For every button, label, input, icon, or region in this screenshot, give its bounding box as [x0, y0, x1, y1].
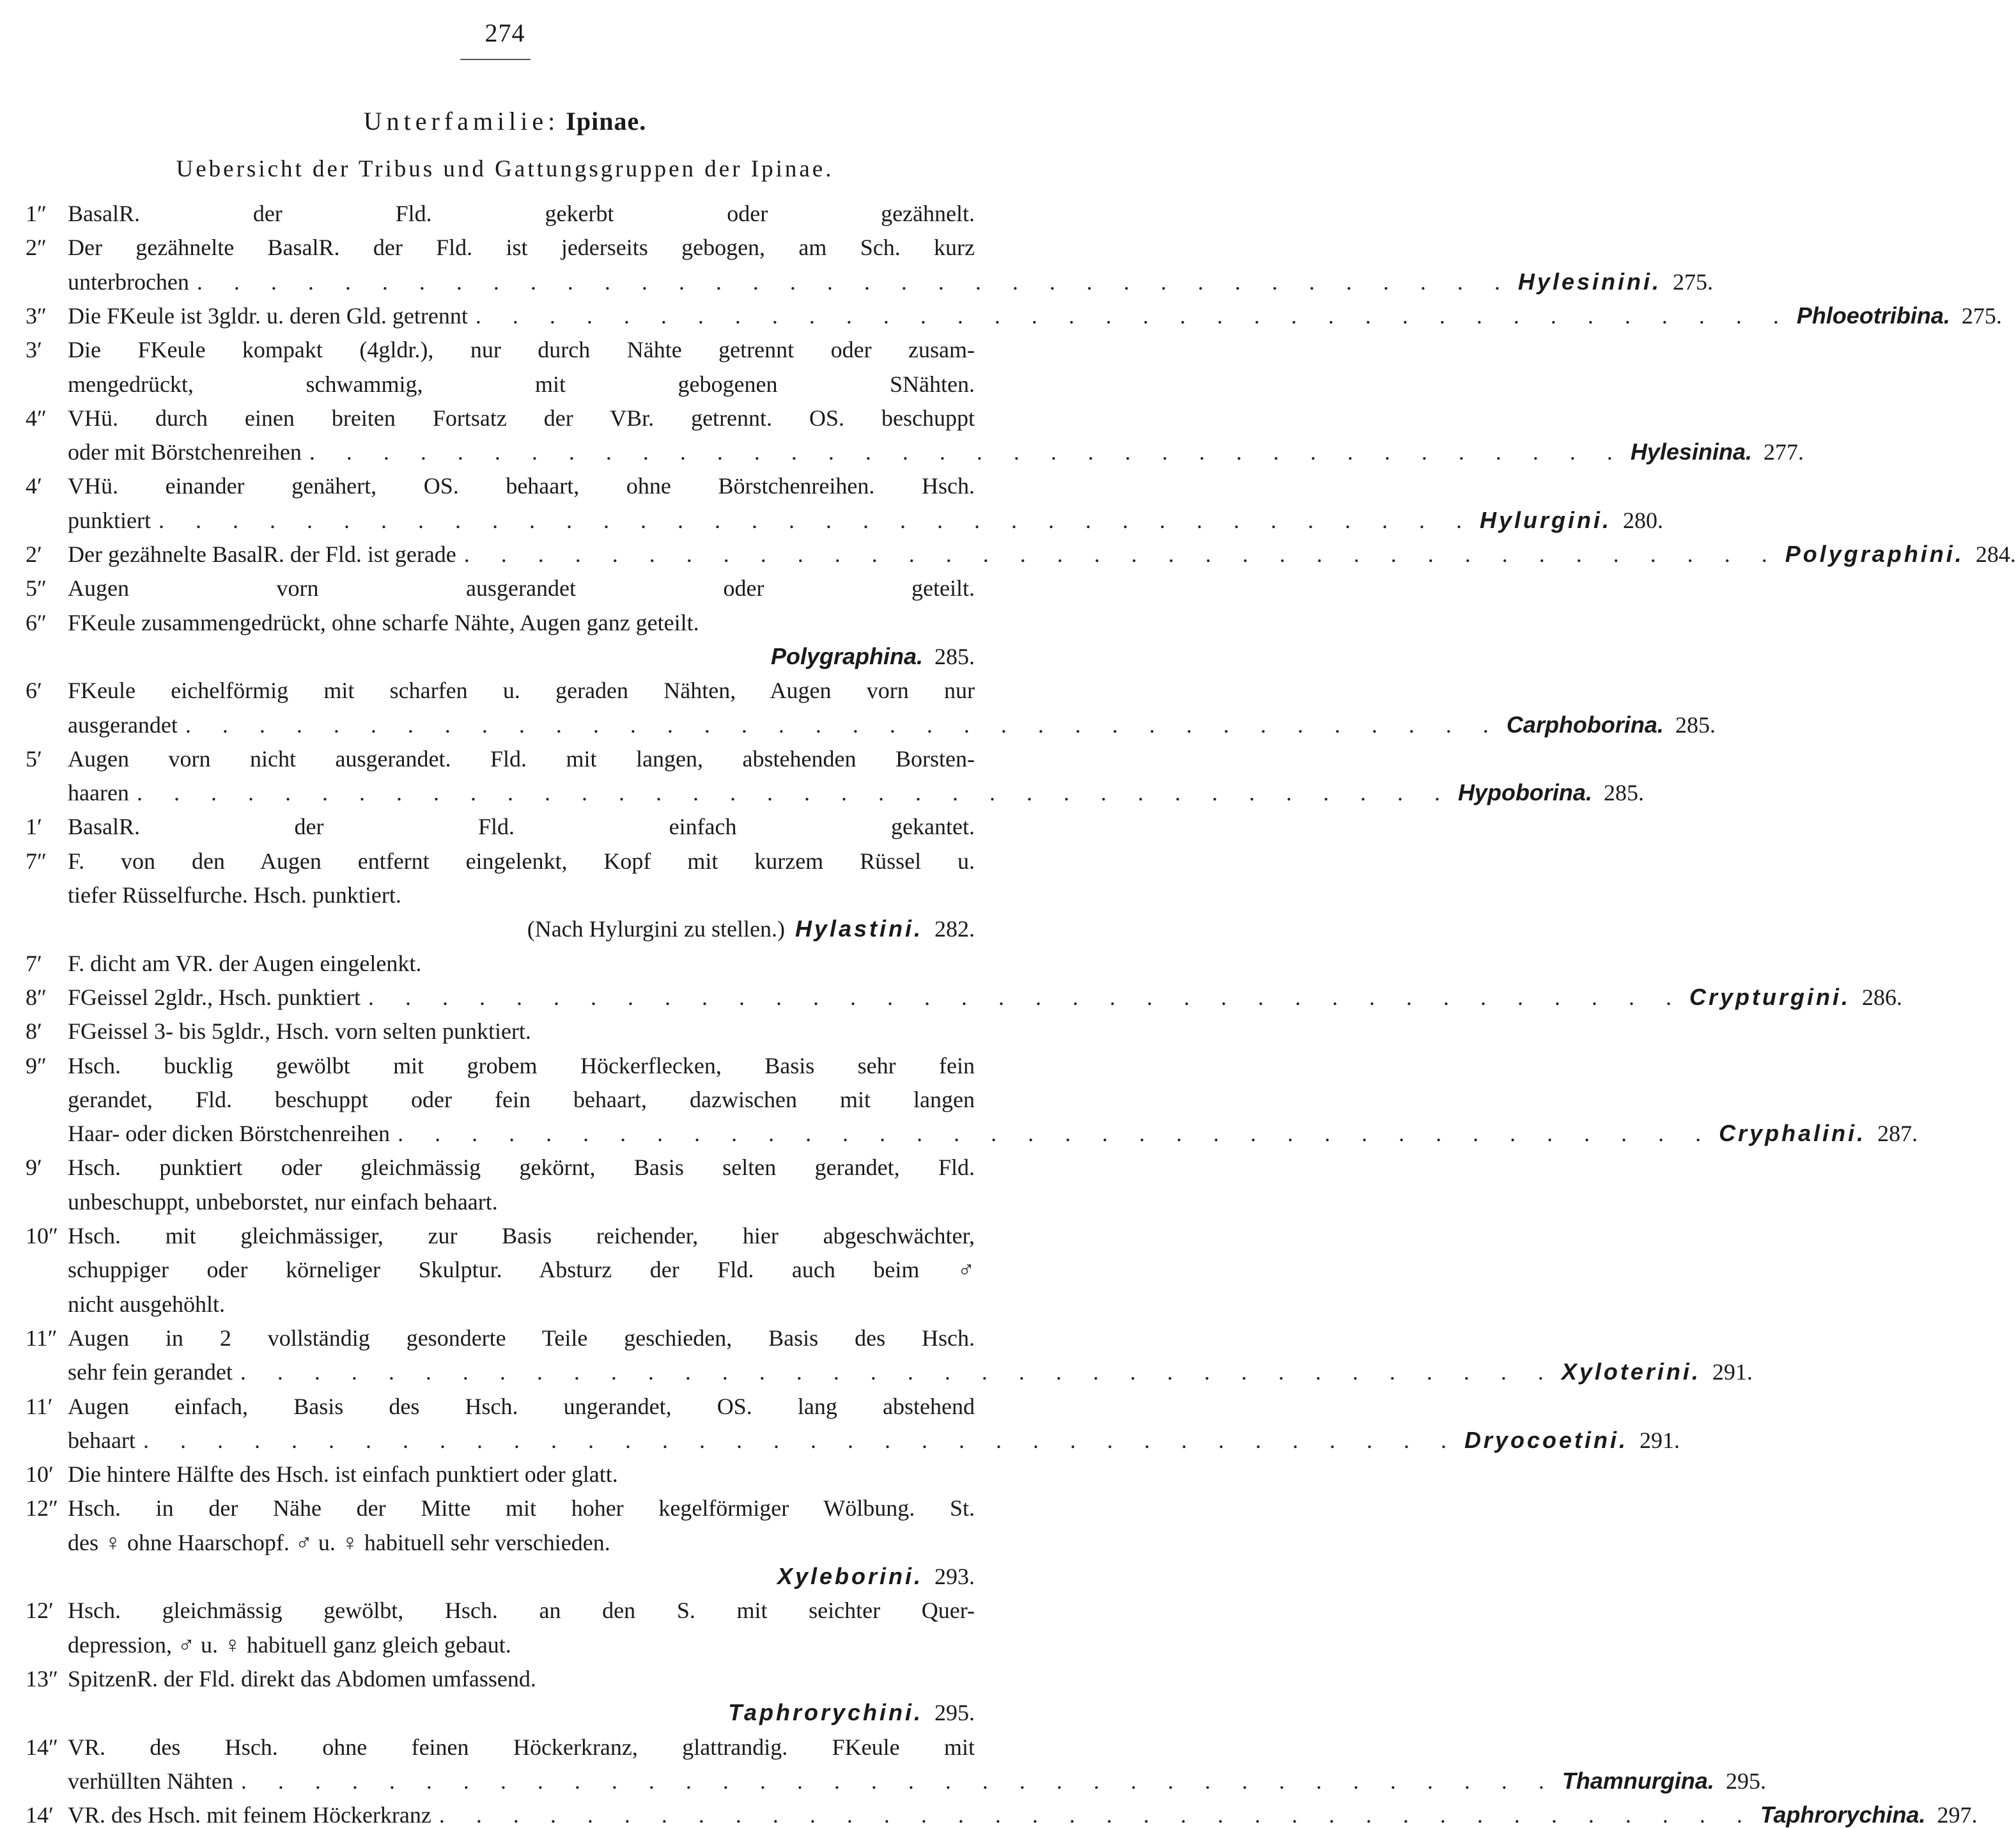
key-line: [0, 506, 1663, 534]
couplet-number: 9″: [26, 1053, 47, 1078]
dot-leader: . . . . . . . . . . . . . . . . . . . . . . . . . . . . . . . . . . . .: [158, 508, 1475, 533]
key-line: [0, 1153, 1010, 1181]
key-line-description: Der gezähnelte BasalR. der Fld. ist gerade: [68, 541, 456, 567]
key-line: [0, 1358, 1753, 1386]
key-line: [0, 438, 1804, 466]
key-line: [0, 1631, 1010, 1659]
key-line-text: Hsch. punktiert oder gleichmässig gekörnt, Basis selten gerandet, Fld.: [68, 1155, 975, 1180]
couplet-number: 12″: [26, 1495, 58, 1521]
key-line-text: [68, 779, 1644, 807]
key-line-text: FKeule zusammengedrückt, ohne scharfe Nähte, Augen ganz geteilt.: [68, 610, 699, 635]
key-line-text: VHü. durch einen breiten Fortsatz der VBr. getrennt. OS. beschuppt: [68, 405, 975, 431]
key-line-text: SpitzenR. der Fld. direkt das Abdomen umfassend.: [68, 1666, 536, 1692]
couplet-number: 1′: [26, 814, 42, 839]
key-line-text: schuppiger oder körneliger Skulptur. Absturz der Fld. auch beim ♂: [68, 1257, 975, 1282]
key-line: [0, 779, 1644, 807]
key-line-text: [68, 1426, 1680, 1454]
couplet-number: 6″: [26, 610, 47, 635]
key-line-text: Hsch. bucklig gewölbt mit grobem Höckerflecken, Basis sehr fein: [68, 1053, 975, 1078]
dot-leader: . . . . . . . . . . . . . . . . . . . . . . . . . . . . . . . . . . . .: [136, 780, 1453, 806]
key-line-text: BasalR. der Fld. gekerbt oder gezähnelt.: [68, 201, 975, 226]
page-reference: 285.: [1603, 780, 1644, 806]
page-reference: 285.: [934, 644, 975, 669]
key-line: [0, 574, 1010, 602]
taxon-name: Hylurgini.: [1479, 507, 1611, 533]
key-line: [0, 1596, 1010, 1624]
key-line: [0, 1665, 1010, 1693]
key-line-text: Die hintere Hälfte des Hsch. ist einfach punktiert oder glatt.: [68, 1461, 618, 1487]
key-line-text: [68, 642, 975, 671]
couplet-number: 14′: [26, 1802, 54, 1828]
key-line-text: FKeule eichelförmig mit scharfen u. geraden Nähten, Augen vorn nur: [68, 678, 975, 703]
key-line-text: FGeissel 3- bis 5gldr., Hsch. vorn selten punktiert.: [68, 1018, 531, 1044]
key-line: [0, 847, 1010, 875]
couplet-number: 3″: [26, 303, 47, 329]
key-line-description: behaart: [68, 1428, 136, 1453]
key-line: [0, 472, 1010, 500]
key-line-note: (Nach Hylurgini zu stellen.): [527, 916, 785, 942]
key-line: [0, 1562, 1010, 1591]
key-line-text: [68, 268, 1713, 296]
key-line-description: oder mit Börstchenreihen: [68, 439, 302, 465]
dot-leader: . . . . . . . . . . . . . . . . . . . . . . . . . . . . . . . . . . . .: [309, 439, 1625, 465]
key-line-description: punktiert: [68, 508, 151, 533]
key-line: [0, 233, 1010, 261]
key-line-text: [68, 711, 1716, 739]
key-line-text: [68, 1562, 975, 1591]
key-line-description: ausgerandet: [68, 712, 178, 738]
couplet-number: 13″: [26, 1666, 58, 1692]
section-subtitle: Uebersicht der Tribus und Gattungsgruppen der Ipinae.: [176, 156, 834, 182]
couplet-number: 3′: [26, 337, 42, 362]
key-line: [0, 1188, 1010, 1216]
key-line: [0, 1767, 1766, 1795]
key-line: [0, 1529, 1010, 1557]
key-line: [0, 1801, 1978, 1829]
taxon-name: Hypoborina.: [1457, 779, 1592, 806]
taxon-name: Dryocoetini.: [1464, 1427, 1628, 1453]
key-line: [0, 983, 1902, 1011]
key-line-text: Hsch. in der Nähe der Mitte mit hoher kegelförmiger Wölbung. St.: [68, 1495, 975, 1521]
page-reference: 284.: [1975, 541, 2016, 567]
key-line-description: unterbrochen: [68, 269, 189, 295]
key-line-text: [68, 1119, 1918, 1148]
couplet-number: 2′: [26, 541, 42, 567]
taxon-name: Xyloterini.: [1561, 1358, 1701, 1385]
dot-leader: . . . . . . . . . . . . . . . . . . . . . . . . . . . . . . . . . . . .: [463, 541, 1780, 567]
couplet-number: 8′: [26, 1018, 42, 1044]
couplet-number: 11″: [26, 1325, 58, 1351]
taxon-name: Xyleborini.: [777, 1563, 923, 1589]
key-line: [0, 1426, 1680, 1454]
key-line: [0, 1119, 1918, 1148]
key-line-text: BasalR. der Fld. einfach gekantet.: [68, 814, 975, 839]
page-reference: 295.: [934, 1700, 975, 1725]
key-line: [0, 949, 1010, 977]
key-line-text: unbeschuppt, unbeborstet, nur einfach behaart.: [68, 1189, 498, 1215]
key-line-text: [68, 1699, 975, 1727]
key-line: [0, 268, 1713, 296]
taxon-name: Carphoborina.: [1506, 712, 1664, 738]
key-line-text: [68, 1767, 1766, 1795]
taxon-name: Phloeotribina.: [1796, 302, 1950, 329]
dot-leader: . . . . . . . . . . . . . . . . . . . . . . . . . . . . . . . . . . . .: [368, 985, 1684, 1010]
key-line-text: VHü. einander genähert, OS. behaart, ohne Börstchenreihen. Hsch.: [68, 473, 975, 499]
key-line: [0, 404, 1010, 432]
dot-leader: . . . . . . . . . . . . . . . . . . . . . . . . . . . . . . . . . . . .: [196, 269, 1513, 295]
key-line: [0, 1324, 1010, 1352]
key-line-text: [68, 1358, 1753, 1386]
dot-leader: . . . . . . . . . . . . . . . . . . . . . . . . . . . . . . . . . . . .: [185, 712, 1501, 738]
key-line: [0, 881, 1010, 909]
key-line-description: FGeissel 2gldr., Hsch. punktiert: [68, 985, 361, 1010]
key-line: [0, 1733, 1010, 1761]
key-line: [0, 1086, 1010, 1114]
key-line: [0, 370, 1010, 398]
page-reference: 285.: [1675, 712, 1716, 738]
key-line: [0, 302, 2002, 330]
key-line: [0, 609, 1010, 637]
key-line-text: Augen in 2 vollständig gesonderte Teile geschieden, Basis des Hsch.: [68, 1325, 975, 1351]
couplet-number: 7′: [26, 951, 42, 976]
key-line: [0, 915, 1010, 943]
couplet-number: 5′: [26, 746, 42, 772]
key-line: [0, 336, 1010, 364]
taxon-name: Hylastini.: [795, 915, 923, 942]
taxon-name: Cryphalini.: [1719, 1120, 1866, 1146]
key-line-text: F. von den Augen entfernt eingelenkt, Kopf mit kurzem Rüssel u.: [68, 848, 975, 874]
key-line-text: [68, 915, 975, 943]
dot-leader: . . . . . . . . . . . . . . . . . . . . . . . . . . . . . . . . . . . .: [240, 1359, 1556, 1385]
dot-leader: . . . . . . . . . . . . . . . . . . . . . . . . . . . . . . . . . . . .: [475, 303, 1792, 329]
couplet-number: 2″: [26, 235, 47, 260]
key-line-text: gerandet, Fld. beschuppt oder fein behaart, dazwischen mit langen: [68, 1087, 975, 1112]
couplet-number: 7″: [26, 848, 47, 874]
key-line: [0, 1290, 1010, 1318]
couplet-number: 11′: [26, 1394, 53, 1419]
key-line: [0, 1699, 1010, 1727]
page-reference: 297.: [1937, 1802, 1978, 1828]
page-number: 274: [485, 19, 525, 47]
key-line-text: des ♀ ohne Haarschopf. ♂ u. ♀ habituell sehr verschieden.: [68, 1530, 610, 1555]
key-line-description: Haar- oder dicken Börstchenreihen: [68, 1121, 391, 1146]
key-line-text: [68, 540, 2016, 568]
page-reference: 280.: [1623, 508, 1663, 533]
key-line-text: [68, 506, 1663, 534]
key-line-text: mengedrückt, schwammig, mit gebogenen SNähten.: [68, 371, 975, 397]
key-line-description: VR. des Hsch. mit feinem Höckerkranz: [68, 1802, 431, 1828]
key-line: [0, 711, 1716, 739]
key-line: [0, 813, 1010, 841]
key-line-text: Augen vorn ausgerandet oder geteilt.: [68, 575, 975, 601]
taxon-name: Crypturgini.: [1689, 984, 1850, 1010]
page-reference: 287.: [1877, 1121, 1918, 1146]
key-line: [0, 642, 1010, 671]
taxon-name: Taphrorychina.: [1760, 1802, 1926, 1828]
page-reference: 291.: [1639, 1428, 1680, 1453]
key-line-description: sehr fein gerandet: [68, 1359, 233, 1385]
taxon-name: Polygraphini.: [1785, 541, 1964, 567]
page-reference: 286.: [1861, 985, 1902, 1010]
key-line: [0, 1392, 1010, 1420]
key-line-text: Augen einfach, Basis des Hsch. ungerandet, OS. lang abstehend: [68, 1394, 975, 1419]
section-title-name: Ipinae.: [566, 107, 647, 136]
couplet-number: 1″: [26, 201, 47, 226]
key-line: [0, 676, 1010, 704]
couplet-number: 6′: [26, 678, 42, 703]
key-line-text: F. dicht am VR. der Augen eingelenkt.: [68, 951, 422, 976]
couplet-number: 8″: [26, 985, 47, 1010]
page-reference: 293.: [934, 1564, 975, 1589]
key-line: [0, 745, 1010, 773]
page-reference: 277.: [1763, 439, 1804, 465]
page-reference: 275.: [1961, 303, 2002, 329]
page-number-rule: [460, 59, 531, 60]
key-line: [0, 1256, 1010, 1284]
couplet-number: 4″: [26, 405, 47, 431]
key-line-text: tiefer Rüsselfurche. Hsch. punktiert.: [68, 882, 401, 908]
couplet-number: 5″: [26, 575, 47, 601]
key-line: [0, 540, 2016, 568]
key-line: [0, 1052, 1010, 1080]
key-line: [0, 199, 1010, 228]
key-line-description: verhüllten Nähten: [68, 1768, 233, 1794]
key-line-text: Der gezähnelte BasalR. der Fld. ist jederseits gebogen, am Sch. kurz: [68, 235, 975, 260]
page-reference: 295.: [1725, 1768, 1766, 1794]
couplet-number: 9′: [26, 1155, 42, 1180]
key-line-text: Augen vorn nicht ausgerandet. Fld. mit langen, abstehenden Borsten-: [68, 746, 975, 772]
key-line-text: VR. des Hsch. ohne feinen Höckerkranz, glattrandig. FKeule mit: [68, 1734, 975, 1760]
taxon-name: Thamnurgina.: [1562, 1768, 1714, 1794]
section-title: [0, 105, 1010, 137]
key-line-text: [68, 302, 2002, 330]
section-title-prefix: Unterfamilie:: [363, 107, 560, 136]
page-reference: 291.: [1712, 1359, 1753, 1385]
key-line-description: haaren: [68, 780, 129, 806]
dot-leader: . . . . . . . . . . . . . . . . . . . . . . . . . . . . . . . . . . . .: [143, 1428, 1459, 1453]
page-reference: 282.: [934, 916, 975, 942]
key-line-text: Hsch. mit gleichmässiger, zur Basis reichender, hier abgeschwächter,: [68, 1223, 975, 1249]
key-line-text: [68, 983, 1902, 1011]
taxon-name: Hylesinina.: [1630, 439, 1752, 465]
taxon-name: Hylesinini.: [1517, 269, 1661, 295]
key-line-text: [68, 438, 1804, 466]
dot-leader: . . . . . . . . . . . . . . . . . . . . . . . . . . . . . . . . . . . .: [398, 1121, 1714, 1146]
key-line: [0, 1017, 1010, 1045]
key-line-text: [68, 1801, 1978, 1829]
taxon-name: Polygraphina.: [770, 643, 923, 669]
couplet-number: 10″: [26, 1223, 58, 1249]
couplet-number: 12′: [26, 1598, 54, 1623]
key-line: [0, 1222, 1010, 1250]
couplet-number: 14″: [26, 1734, 58, 1760]
dot-leader: . . . . . . . . . . . . . . . . . . . . . . . . . . . . . . . . . . . .: [438, 1802, 1755, 1828]
key-line: [0, 1494, 1010, 1522]
key-line-text: depression, ♂ u. ♀ habituell ganz gleich gebaut.: [68, 1632, 511, 1658]
key-line: [0, 1460, 1010, 1488]
key-line-text: Hsch. gleichmässig gewölbt, Hsch. an den S. mit seichter Quer-: [68, 1598, 975, 1623]
page-reference: 275.: [1672, 269, 1713, 295]
key-line-text: Die FKeule kompakt (4gldr.), nur durch Nähte getrennt oder zusam-: [68, 337, 975, 362]
dot-leader: . . . . . . . . . . . . . . . . . . . . . . . . . . . . . . . . . . . .: [240, 1768, 1557, 1794]
taxon-name: Taphrorychini.: [728, 1699, 923, 1725]
couplet-number: 4′: [26, 473, 42, 499]
key-line-description: Die FKeule ist 3gldr. u. deren Gld. getrennt: [68, 303, 468, 329]
couplet-number: 10′: [26, 1461, 54, 1487]
key-line-text: nicht ausgehöhlt.: [68, 1291, 225, 1317]
